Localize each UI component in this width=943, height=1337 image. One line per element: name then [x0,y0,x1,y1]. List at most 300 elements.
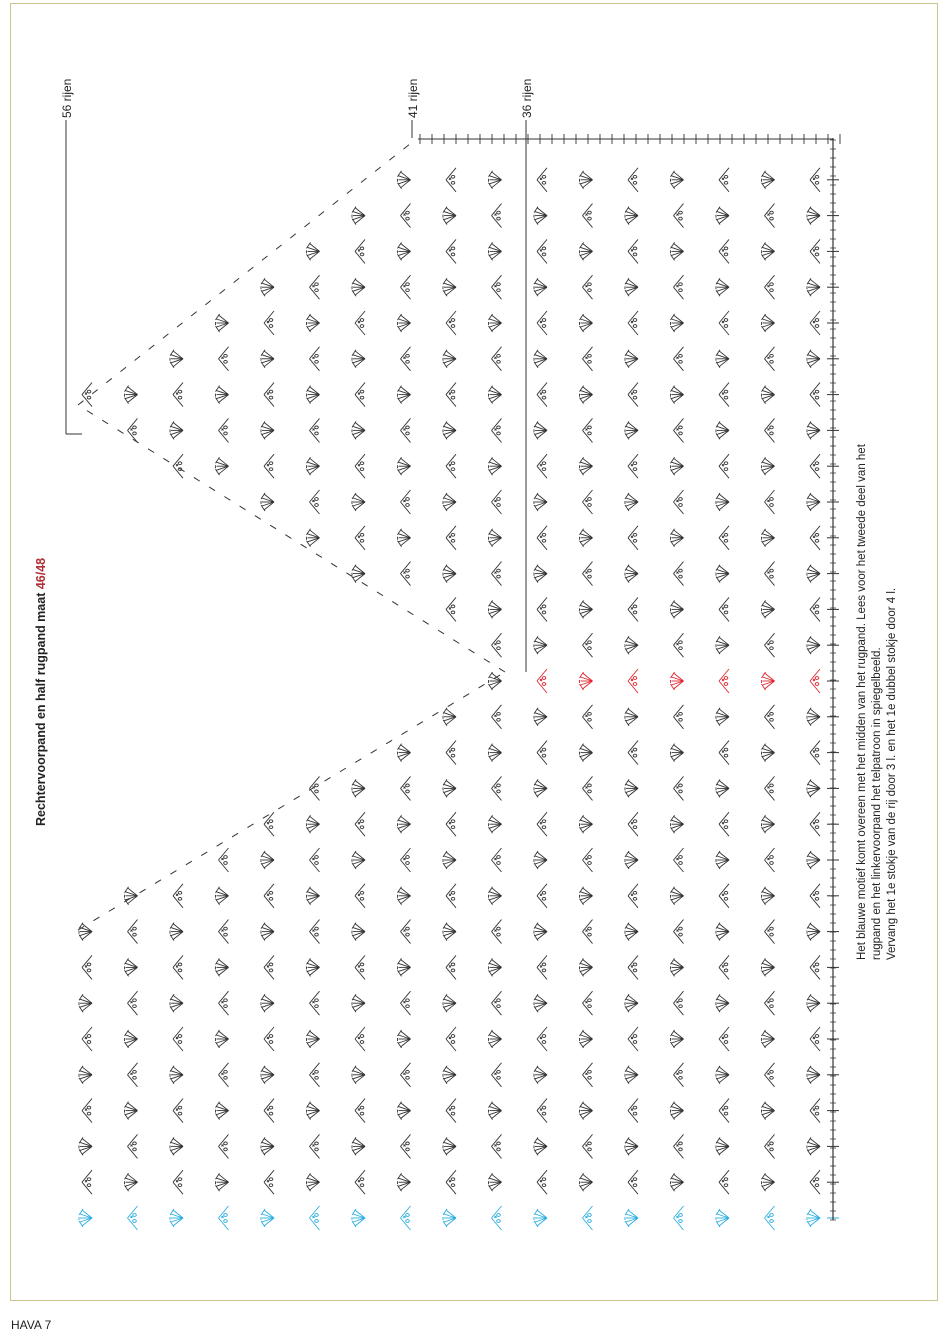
fan-stitch [398,1102,411,1120]
chain-vee [719,597,729,621]
chain-vee [128,1063,138,1087]
chain-vee [446,239,456,263]
fan-stitch [443,779,456,797]
fan-stitch [625,565,638,583]
chain-vee [583,1063,593,1087]
chain-vee [355,1170,365,1194]
chain-vee [173,955,183,979]
fan-stitch [716,1066,729,1084]
chain-vee [674,633,684,657]
fan-stitch [443,207,456,225]
chain-vee [492,776,502,800]
chain-vee [628,741,638,765]
chain-vee [492,1134,502,1158]
chain-vee [446,1170,456,1194]
fan-stitch [125,887,138,905]
fan-stitch [307,1173,320,1191]
chain-vee [492,418,502,442]
chain-vee [264,383,274,407]
chain-vee [810,168,820,192]
chain-vee [310,490,320,514]
chain-vee [719,454,729,478]
fan-stitch [807,851,820,869]
fan-stitch [625,493,638,511]
stitch-grid [79,138,839,1230]
chain-vee [310,848,320,872]
fan-stitch [534,994,547,1012]
fan-stitch [580,314,593,332]
fan-stitch [625,278,638,296]
title-text: Rechtervoorpand en half rugpand maat [34,589,48,826]
chain-vee [537,1027,547,1051]
fan-stitch [762,242,775,260]
fan-stitch [534,1209,547,1227]
chain-vee [628,669,638,693]
fan-stitch [489,171,502,189]
chain-vee [492,1206,502,1230]
fan-stitch [261,1209,274,1227]
fan-stitch [580,815,593,833]
chain-vee [219,1134,229,1158]
row-label-41: 41 rijen [406,78,420,118]
fan-stitch [170,1209,183,1227]
chain-vee [82,1099,92,1123]
chain-vee [537,597,547,621]
chain-vee [765,776,775,800]
row-label-56: 56 rijen [60,78,74,118]
chain-vee [628,239,638,263]
fan-stitch [716,636,729,654]
fan-stitch [489,887,502,905]
chain-vee [401,1063,411,1087]
fan-stitch [716,994,729,1012]
chain-vee [492,705,502,729]
chain-vee [219,1063,229,1087]
chain-vee [264,955,274,979]
chain-vee [674,920,684,944]
fan-stitch [489,672,502,690]
fan-stitch [807,565,820,583]
chain-vee [583,991,593,1015]
fan-stitch [534,708,547,726]
fan-stitch [580,457,593,475]
chain-vee [446,168,456,192]
fan-stitch [807,1066,820,1084]
chain-vee [719,1099,729,1123]
chain-ticks [830,140,836,1220]
fan-stitch [216,386,229,404]
chain-vee [401,490,411,514]
fan-stitch [580,242,593,260]
chain-vee [810,884,820,908]
fan-stitch [671,887,684,905]
chain-vee [310,347,320,371]
fan-stitch [534,278,547,296]
chain-vee [446,741,456,765]
chain-vee [219,991,229,1015]
fan-stitch [79,1066,92,1084]
chain-vee [810,526,820,550]
chain-vee [719,812,729,836]
chain-vee [173,1170,183,1194]
chain-vee [355,383,365,407]
fan-stitch [170,923,183,941]
fan-stitch [671,672,684,690]
chain-vee [719,884,729,908]
chain-vee [765,418,775,442]
chain-vee [583,204,593,228]
chain-vee [719,955,729,979]
fan-stitch [443,851,456,869]
fan-stitch [580,744,593,762]
fan-stitch [398,887,411,905]
chain-vee [82,383,92,407]
chain-vee [401,204,411,228]
chain-vee [674,991,684,1015]
chain-vee [401,776,411,800]
chain-vee [583,347,593,371]
chain-vee [310,418,320,442]
fan-stitch [79,1209,92,1227]
chain-vee [583,848,593,872]
fan-stitch [625,994,638,1012]
shoulder-edge [78,140,415,405]
fan-stitch [716,207,729,225]
fan-stitch [79,994,92,1012]
chain-vee [310,920,320,944]
fan-stitch [489,1030,502,1048]
fan-stitch [762,887,775,905]
fan-stitch [762,958,775,976]
fan-stitch [307,958,320,976]
chain-vee [492,490,502,514]
fan-stitch [671,242,684,260]
fan-stitch [307,529,320,547]
fan-stitch [807,636,820,654]
fan-stitch [671,1102,684,1120]
fan-stitch [534,493,547,511]
chain-vee [401,1134,411,1158]
chain-vee [82,1170,92,1194]
fan-stitch [716,1137,729,1155]
fan-stitch [489,242,502,260]
chain-vee [219,418,229,442]
fan-stitch [534,1066,547,1084]
chain-vee [492,1063,502,1087]
fan-stitch [352,1137,365,1155]
fan-stitch [534,923,547,941]
chain-vee [446,955,456,979]
chain-vee [537,239,547,263]
chain-vee [765,633,775,657]
fan-stitch [671,744,684,762]
fan-stitch [398,1173,411,1191]
fan-stitch [762,815,775,833]
fan-stitch [580,887,593,905]
chain-vee [446,1099,456,1123]
chain-vee [765,562,775,586]
fan-stitch [625,1137,638,1155]
fan-stitch [443,1137,456,1155]
fan-stitch [216,1030,229,1048]
chain-vee [173,383,183,407]
chain-vee [310,991,320,1015]
chain-vee [355,812,365,836]
fan-stitch [489,958,502,976]
fan-stitch [170,350,183,368]
chain-vee [674,490,684,514]
chain-vee [674,347,684,371]
fan-stitch [398,314,411,332]
chain-vee [583,490,593,514]
fan-stitch [807,708,820,726]
chain-vee [537,741,547,765]
fan-stitch [671,1030,684,1048]
chain-vee [810,597,820,621]
fan-stitch [671,457,684,475]
fan-stitch [170,1137,183,1155]
chain-vee [82,1027,92,1051]
fan-stitch [671,171,684,189]
fan-stitch [716,350,729,368]
fan-stitch [261,851,274,869]
fan-stitch [125,958,138,976]
fan-stitch [261,1137,274,1155]
fan-stitch [580,672,593,690]
chain-vee [173,454,183,478]
chain-vee [264,1027,274,1051]
fan-stitch [762,1173,775,1191]
chain-vee [310,275,320,299]
chain-vee [219,1206,229,1230]
fan-stitch [352,779,365,797]
fan-stitch [716,851,729,869]
chain-vee [128,1134,138,1158]
fan-stitch [762,171,775,189]
chain-vee [765,848,775,872]
fan-stitch [716,923,729,941]
note-line-2: rugpand en het linkervoorpand het telpatroon in spiegelbeeld. [871,647,883,960]
fan-stitch [762,600,775,618]
fan-stitch [534,1137,547,1155]
fan-stitch [352,421,365,439]
fan-stitch [625,421,638,439]
fan-stitch [443,565,456,583]
chain-vee [583,1134,593,1158]
chain-vee [537,383,547,407]
chain-vee [446,383,456,407]
fan-stitch [443,278,456,296]
fan-stitch [580,958,593,976]
fan-stitch [443,1066,456,1084]
chain-vee [128,1206,138,1230]
chain-vee [173,884,183,908]
fan-stitch [489,1102,502,1120]
chain-vee [401,562,411,586]
fan-stitch [307,457,320,475]
chain-vee [492,920,502,944]
fan-stitch [307,242,320,260]
fan-stitch [534,421,547,439]
fan-stitch [580,171,593,189]
chain-vee [355,955,365,979]
chain-vee [264,1170,274,1194]
fan-stitch [489,815,502,833]
fan-stitch [398,1030,411,1048]
fan-stitch [807,207,820,225]
fan-stitch [807,923,820,941]
chain-vee [628,884,638,908]
chain-vee [674,1134,684,1158]
fan-stitch [534,779,547,797]
chain-vee [719,669,729,693]
chain-vee [810,669,820,693]
fan-stitch [625,1066,638,1084]
chain-vee [537,884,547,908]
fan-stitch [807,779,820,797]
chain-vee [628,168,638,192]
fan-stitch [625,350,638,368]
front-neck-edge [78,672,505,930]
chain-vee [264,812,274,836]
chain-vee [765,991,775,1015]
fan-stitch [398,242,411,260]
chain-vee [264,311,274,335]
row-label-36: 36 rijen [520,78,534,118]
chain-vee [765,705,775,729]
fan-stitch [352,1066,365,1084]
chain-vee [583,275,593,299]
fan-stitch [307,314,320,332]
fan-stitch [261,994,274,1012]
chain-vee [765,347,775,371]
fan-stitch [398,171,411,189]
chain-vee [128,418,138,442]
chain-vee [537,526,547,550]
fan-stitch [762,314,775,332]
chain-vee [674,1206,684,1230]
chain-vee [219,347,229,371]
chain-vee [719,1027,729,1051]
fan-stitch [216,314,229,332]
fan-stitch [671,529,684,547]
fan-stitch [625,207,638,225]
chain-vee [765,1134,775,1158]
fan-stitch [807,994,820,1012]
chain-vee [537,1170,547,1194]
fan-stitch [489,529,502,547]
chain-vee [628,311,638,335]
fan-stitch [489,386,502,404]
fan-stitch [261,493,274,511]
chain-vee [719,1170,729,1194]
fan-stitch [625,1209,638,1227]
row-marker-lines [66,120,526,672]
fan-stitch [443,994,456,1012]
chain-vee [810,955,820,979]
chain-vee [355,884,365,908]
fan-stitch [352,207,365,225]
chain-vee [310,1134,320,1158]
chain-vee [719,168,729,192]
fan-stitch [625,851,638,869]
chain-vee [628,1170,638,1194]
fan-stitch [352,493,365,511]
chain-vee [401,920,411,944]
fan-stitch [307,386,320,404]
chain-vee [355,526,365,550]
chain-vee [583,1206,593,1230]
fan-stitch [125,386,138,404]
fan-stitch [671,815,684,833]
fan-stitch [398,457,411,475]
fan-stitch [307,887,320,905]
chain-vee [765,1206,775,1230]
fan-stitch [443,923,456,941]
fan-stitch [671,386,684,404]
chain-vee [173,1099,183,1123]
chain-vee [219,848,229,872]
chain-vee [765,1063,775,1087]
chain-vee [583,562,593,586]
fan-stitch [216,1102,229,1120]
chain-vee [628,597,638,621]
chain-vee [537,669,547,693]
fan-stitch [352,994,365,1012]
chain-vee [674,1063,684,1087]
chain-vee [355,311,365,335]
chain-vee [446,526,456,550]
chain-vee [674,204,684,228]
fan-stitch [170,421,183,439]
chain-vee [719,311,729,335]
fan-stitch [580,600,593,618]
fan-stitch [489,1173,502,1191]
fan-stitch [716,708,729,726]
chain-vee [492,275,502,299]
fan-stitch [807,421,820,439]
chain-vee [310,1063,320,1087]
fan-stitch [716,565,729,583]
chain-vee [446,311,456,335]
fan-stitch [79,923,92,941]
chain-vee [128,920,138,944]
fan-stitch [443,1209,456,1227]
fan-stitch [261,421,274,439]
fan-stitch [261,923,274,941]
fan-stitch [534,851,547,869]
chain-vee [82,955,92,979]
chain-vee [719,741,729,765]
chain-vee [765,275,775,299]
fan-stitch [671,958,684,976]
chain-vee [765,490,775,514]
fan-stitch [352,851,365,869]
fan-stitch [307,1102,320,1120]
chain-vee [628,1027,638,1051]
fan-stitch [261,1066,274,1084]
chain-vee [355,1099,365,1123]
fan-stitch [580,1030,593,1048]
chain-vee [810,1099,820,1123]
chain-vee [674,275,684,299]
chain-vee [355,239,365,263]
chain-vee [492,204,502,228]
chain-vee [583,633,593,657]
fan-stitch [762,529,775,547]
fan-stitch [762,1030,775,1048]
armhole-edge [78,405,505,672]
